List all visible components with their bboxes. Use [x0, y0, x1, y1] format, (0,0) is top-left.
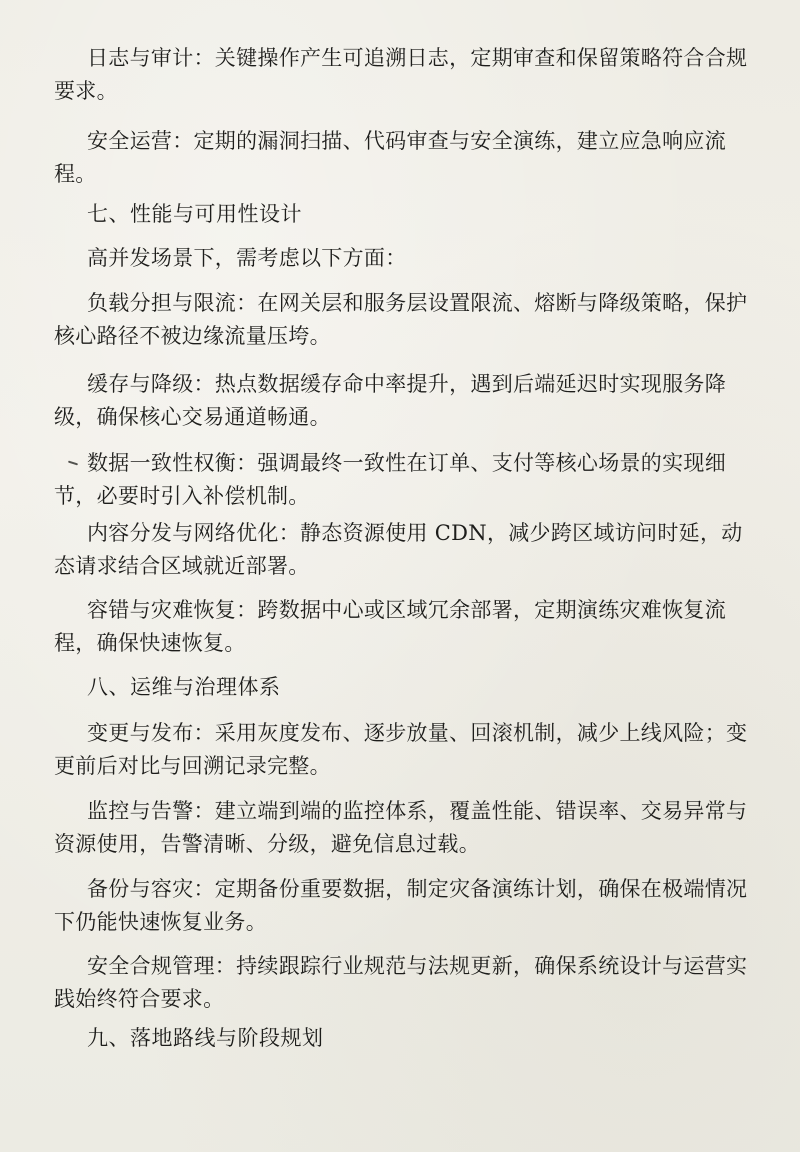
paragraph-monitoring-alerting: 监控与告警：建立端到端的监控体系，覆盖性能、错误率、交易异常与资源使用，告警清晰、分级，避免信息过载。	[54, 799, 748, 856]
paragraph-change-release: 变更与发布：采用灰度发布、逐步放量、回滚机制，减少上线风险；变更前后对比与回溯记录完整。	[54, 721, 748, 778]
paragraph-backup-disaster-recovery: 备份与容灾：定期备份重要数据，制定灾备演练计划，确保在极端情况下仍能快速恢复业务。	[54, 877, 748, 934]
paragraph-cdn-network-optimization: 内容分发与网络优化：静态资源使用 CDN，减少跨区域访问时延，动态请求结合区域就近部署。	[54, 521, 743, 578]
paragraph-security-compliance: 安全合规管理：持续跟踪行业规范与法规更新，确保系统设计与运营实践始终符合要求。	[54, 954, 748, 1011]
paragraph-logging-audit: 日志与审计：关键操作产生可追溯日志，定期审查和保留策略符合合规要求。	[54, 46, 748, 103]
paragraph-security-operations: 安全运营：定期的漏洞扫描、代码审查与安全演练，建立应急响应流程。	[54, 129, 726, 186]
paragraph-caching-degradation: 缓存与降级：热点数据缓存命中率提升，遇到后端延迟时实现服务降级，确保核心交易通道畅通。	[54, 372, 726, 429]
paragraph-data-consistency: 数据一致性权衡：强调最终一致性在订单、支付等核心场景的实现细节，必要时引入补偿机制。	[54, 451, 726, 508]
paragraph-load-balancing-rate-limiting: 负载分担与限流：在网关层和服务层设置限流、熔断与降级策略，保护核心路径不被边缘流量压垮。	[54, 291, 748, 348]
section-heading-operations-governance: 八、运维与治理体系	[87, 675, 281, 699]
paragraph-fault-tolerance-disaster-recovery: 容错与灾难恢复：跨数据中心或区域冗余部署，定期演练灾难恢复流程，确保快速恢复。	[54, 598, 726, 655]
section-heading-performance-availability: 七、性能与可用性设计	[87, 202, 302, 226]
paragraph-high-concurrency-intro: 高并发场景下，需考虑以下方面：	[87, 246, 407, 270]
section-heading-roadmap-phases: 九、落地路线与阶段规划	[87, 1026, 324, 1050]
